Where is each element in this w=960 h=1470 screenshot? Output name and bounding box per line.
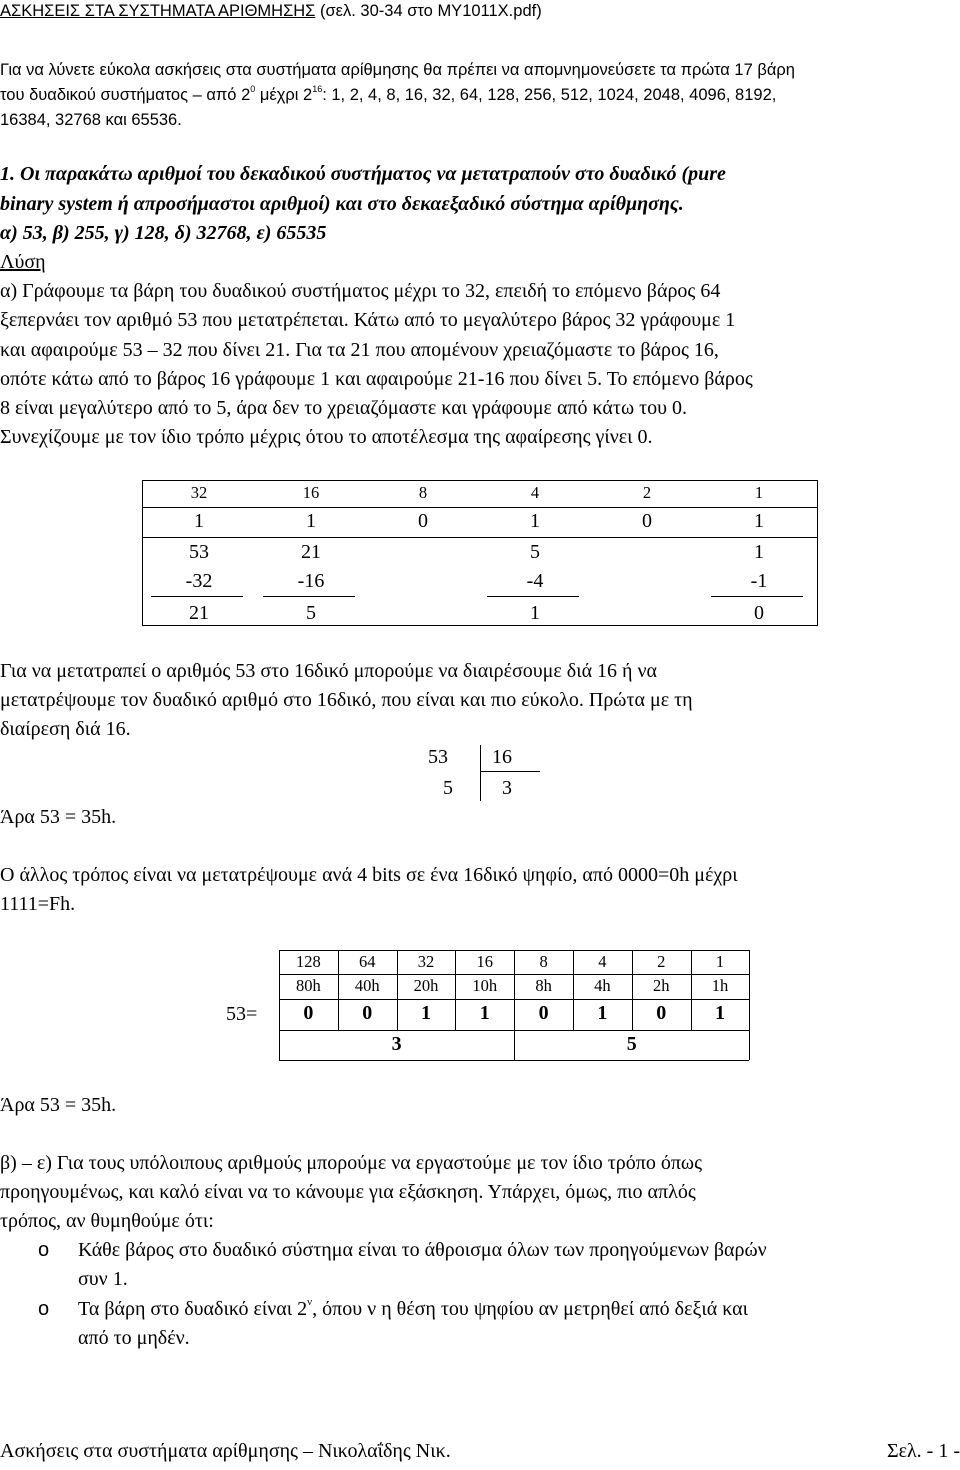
hex-paragraph-3: διαίρεση διά 16. bbox=[0, 718, 131, 740]
intro-text-c: : 1, 2, 4, 8, 16, 32, 64, 128, 256, 512, 1024, 2048, 4096, 8192, bbox=[322, 86, 777, 104]
page-title-rest: (σελ. 30-34 στο ΜΥ1011Χ.pdf) bbox=[315, 2, 542, 20]
bullet-2-line-2: από το μηδέν. bbox=[78, 1327, 190, 1349]
division-vertical-rule bbox=[480, 745, 481, 801]
page-title bbox=[0, 2, 542, 21]
hex-weight-cell: 40h bbox=[354, 976, 380, 995]
weight-cell: 4 bbox=[598, 952, 607, 971]
weight-cell: 64 bbox=[358, 952, 376, 971]
result-cell: 5 bbox=[306, 602, 316, 624]
page-title-underlined: ΑΣΚΗΣΕΙΣ ΣΤΑ ΣΥΣΤΗΜΑΤΑ ΑΡΙΘΜΗΣΗΣ bbox=[0, 2, 316, 20]
table-divider bbox=[749, 950, 750, 1060]
bit-cell: 0 bbox=[303, 1002, 314, 1024]
exercise-question-1: 1. Οι παρακάτω αριθμοί του δεκαδικού συστήματος να μετατραπούν στο δυαδικό (pure bbox=[0, 163, 726, 185]
bit-cell: 1 bbox=[306, 510, 316, 532]
bullet-2-text-b: , όπου ν η θέση του ψηφίου αν μετρηθεί από δεξιά και bbox=[312, 1298, 749, 1320]
solution-paragraph-1: α) Γράφουμε τα βάρη του δυαδικού συστήματος μέχρι το 32, επειδή το επόμενο βάρος 64 bbox=[0, 280, 721, 302]
bit-cell: 1 bbox=[194, 510, 204, 532]
bit-cell: 0 bbox=[642, 510, 652, 532]
division-dividend: 53 bbox=[428, 746, 448, 768]
hex-paragraph-2: μετατρέψουμε τον δυαδικό αριθμό στο 16δικό, που είναι και πιο εύκολο. Πρώτα με τη bbox=[0, 689, 693, 711]
nibble-table bbox=[279, 950, 750, 1060]
exercise-question-3: α) 53, β) 255, γ) 128, δ) 32768, ε) 65535 bbox=[0, 222, 327, 244]
rest-paragraph-2: προηγουμένως, και καλό είναι να το κάνουμε για εξάσκηση. Υπάρχει, όμως, πιο απλός bbox=[0, 1181, 696, 1203]
hex-weight-cell: 8h bbox=[535, 976, 552, 995]
bit-cell: 1 bbox=[597, 1002, 608, 1024]
bullet-1-line-1: Κάθε βάρος στο δυαδικό σύστημα είναι το άθροισμα όλων των προηγούμενων βαρών bbox=[78, 1239, 767, 1261]
weight-cell: 32 bbox=[190, 483, 208, 502]
bit-cell: 1 bbox=[530, 510, 540, 532]
intro-text-b: μέχρι 2 bbox=[255, 86, 313, 104]
hex-weight-cell: 4h bbox=[594, 976, 611, 995]
bit-cell: 1 bbox=[754, 510, 764, 532]
intro-sup-16: 16 bbox=[312, 84, 323, 94]
subtrahend-cell: -32 bbox=[185, 570, 213, 592]
subtraction-rule bbox=[487, 596, 579, 597]
solution-paragraph-2: ξεπερνάει τον αριθμό 53 που μετατρέπεται. Κάτω από το μεγαλύτερο βάρος 32 γράφουμε 1 bbox=[0, 309, 736, 331]
hex-weight-cell: 20h bbox=[413, 976, 439, 995]
result-cell: 0 bbox=[754, 602, 764, 624]
footer-right: Σελ. - 1 - bbox=[886, 1440, 960, 1462]
weight-cell: 2 bbox=[657, 952, 666, 971]
bullet-1-line-2: συν 1. bbox=[78, 1268, 128, 1290]
hex-weight-cell: 1h bbox=[711, 976, 729, 995]
bullet-marker: o bbox=[38, 1298, 50, 1320]
hex-paragraph-1: Για να μετατραπεί ο αριθμός 53 στο 16δικό μπορούμε να διαιρέσουμε διά 16 ή να bbox=[0, 660, 658, 682]
division-divisor: 16 bbox=[492, 746, 512, 768]
other-method-line-1: Ο άλλος τρόπος είναι να μετατρέψουμε ανά 4 bits σε ένα 16δικό ψηφίο, από 0000=0h μέχρι bbox=[0, 864, 738, 886]
result-cell: 1 bbox=[530, 602, 540, 624]
rest-paragraph-1: β) – ε) Για τους υπόλοιπους αριθμούς μπορούμε να εργαστούμε με τον ίδιο τρόπο όπως bbox=[0, 1152, 703, 1174]
solution-paragraph-3: και αφαιρούμε 53 – 32 που δίνει 21. Για τα 21 που απομένουν χρειαζόμαστε το βάρος 16, bbox=[0, 339, 719, 361]
table-divider bbox=[143, 537, 817, 538]
bullet-2-line-1 bbox=[78, 1298, 748, 1321]
minuend-cell: 21 bbox=[301, 541, 321, 563]
intro-text-a: του δυαδικού συστήματος – από 2 bbox=[0, 86, 251, 104]
subtrahend-cell: -1 bbox=[750, 570, 768, 592]
intro-line-3: 16384, 32768 και 65536. bbox=[0, 111, 182, 129]
division-horizontal-rule bbox=[480, 771, 540, 772]
subtraction-rule bbox=[151, 596, 243, 597]
hex-weight-cell: 10h bbox=[472, 976, 498, 995]
subtraction-rule bbox=[263, 596, 355, 597]
division-remainder: 5 bbox=[443, 777, 453, 799]
bit-cell: 1 bbox=[714, 1002, 725, 1024]
intro-sup-0: 0 bbox=[250, 84, 256, 94]
minuend-cell: 1 bbox=[754, 541, 764, 563]
table-divider bbox=[279, 1060, 749, 1061]
hex-digit-cell: 5 bbox=[626, 1033, 637, 1055]
solution-label: Λύση bbox=[0, 251, 46, 273]
weight-cell: 8 bbox=[539, 952, 548, 971]
rest-paragraph-3: τρόπος, αν θυμηθούμε ότι: bbox=[0, 1210, 214, 1232]
weight-cell: 32 bbox=[417, 952, 435, 971]
table2-result: Άρα 53 = 35h. bbox=[0, 1094, 117, 1116]
footer-left: Ασκήσεις στα συστήματα αρίθμησης – Νικολαΐδης Νικ. bbox=[0, 1440, 451, 1462]
weight-cell: 128 bbox=[296, 952, 321, 971]
result-cell: 21 bbox=[189, 602, 209, 624]
solution-paragraph-5: 8 είναι μεγαλύτερο από το 5, άρα δεν το χρειαζόμαστε και γράφουμε από κάτω του 0. bbox=[0, 397, 688, 419]
subtraction-rule bbox=[711, 596, 803, 597]
solution-paragraph-4: οπότε κάτω από το βάρος 16 γράφουμε 1 και αφαιρούμε 21-16 που δίνει 5. Το επόμενο βάρος bbox=[0, 368, 753, 390]
hex-digit-cell: 3 bbox=[391, 1033, 402, 1055]
bit-cell: 1 bbox=[420, 1002, 431, 1024]
weight-cell: 4 bbox=[530, 483, 540, 502]
table2-label: 53= bbox=[226, 1003, 258, 1025]
intro-line-2 bbox=[0, 86, 776, 105]
subtrahend-cell: -16 bbox=[297, 570, 325, 592]
minuend-cell: 5 bbox=[530, 541, 540, 563]
hex-result-1: Άρα 53 = 35h. bbox=[0, 806, 117, 828]
weight-cell: 16 bbox=[302, 483, 320, 502]
table-divider bbox=[143, 507, 817, 508]
bullet-2-sup: ν bbox=[307, 1296, 313, 1308]
weight-cell: 8 bbox=[418, 483, 428, 502]
solution-paragraph-6: Συνεχίζουμε με τον ίδιο τρόπο μέχρις ότου το αποτέλεσμα της αφαίρεσης γίνει 0. bbox=[0, 426, 653, 448]
weight-cell: 1 bbox=[754, 483, 764, 502]
hex-weight-cell: 80h bbox=[296, 976, 321, 995]
bit-cell: 0 bbox=[538, 1002, 549, 1024]
binary-conversion-table bbox=[142, 480, 818, 626]
bit-cell: 0 bbox=[656, 1002, 667, 1024]
other-method-line-2: 1111=Fh. bbox=[0, 893, 76, 915]
weight-cell: 1 bbox=[715, 952, 725, 971]
division-quotient: 3 bbox=[502, 777, 512, 799]
minuend-cell: 53 bbox=[189, 541, 209, 563]
subtrahend-cell: -4 bbox=[526, 570, 544, 592]
bullet-marker: o bbox=[38, 1239, 50, 1261]
weight-cell: 16 bbox=[476, 952, 494, 971]
exercise-question-2: binary system ή απροσήμαστοι αριθμοί) και στο δεκαεξαδικό σύστημα αρίθμησης. bbox=[0, 193, 684, 215]
weight-cell: 2 bbox=[642, 483, 652, 502]
hex-weight-cell: 2h bbox=[652, 976, 670, 995]
intro-line-1: Για να λύνετε εύκολα ασκήσεις στα συστήματα αρίθμησης θα πρέπει να απομνημονεύσετε τα πρώτα 17 βάρη bbox=[0, 61, 795, 79]
bit-cell: 0 bbox=[418, 510, 428, 532]
bullet-2-text-a: Τα βάρη στο δυαδικό είναι 2 bbox=[78, 1298, 308, 1320]
bit-cell: 1 bbox=[479, 1002, 490, 1024]
bit-cell: 0 bbox=[362, 1002, 373, 1024]
